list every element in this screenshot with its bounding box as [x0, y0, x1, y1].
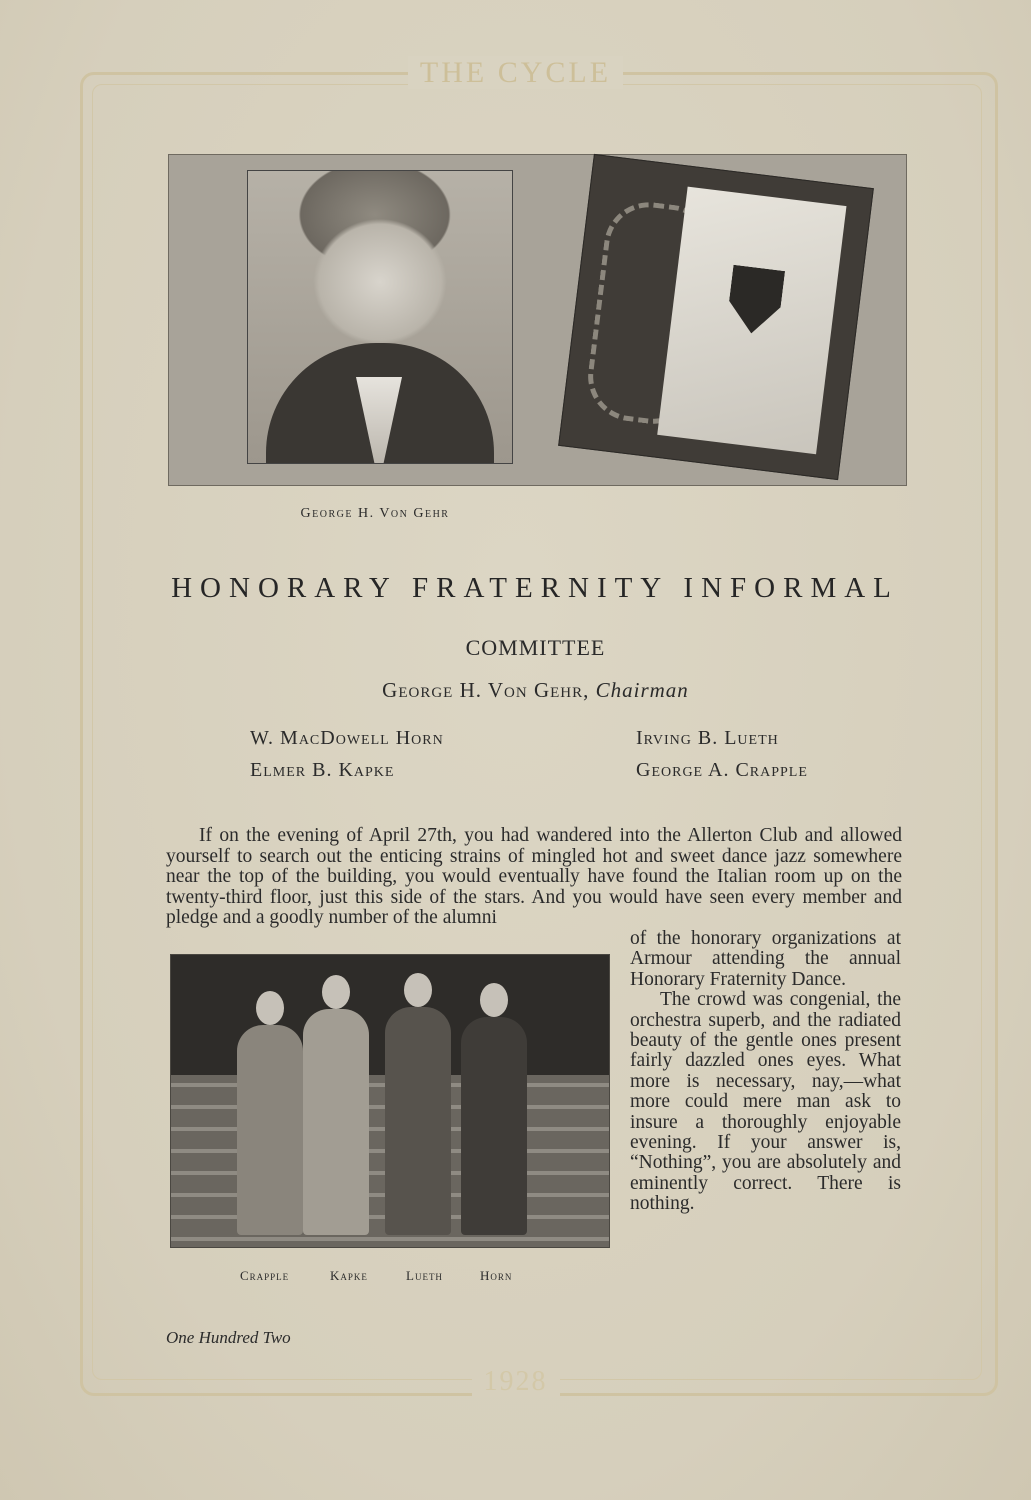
caption-name: Horn	[480, 1268, 513, 1283]
person-figure	[385, 1007, 451, 1235]
page-number: One Hundred Two	[166, 1328, 291, 1347]
program-card	[657, 187, 846, 455]
body-column	[630, 929, 901, 1215]
chairman-role: Chairman	[595, 678, 689, 702]
committee-heading: COMMITTEE	[465, 635, 606, 660]
page-title: HONORARY FRATERNITY INFORMAL	[171, 572, 899, 604]
running-head: THE CYCLE	[0, 56, 1031, 90]
caption-name: Lueth	[406, 1268, 443, 1283]
person-figure	[237, 1025, 303, 1235]
portrait-caption: George H. Von Gehr	[300, 506, 450, 521]
committee-member: Irving B. Lueth	[636, 727, 779, 749]
caption-name: Crapple	[240, 1268, 290, 1283]
caption-name: Kapke	[330, 1268, 368, 1283]
body-paragraph-continued: of the honorary organizations at Armour attending the annual Honorary Fraternity Dance.	[630, 928, 901, 990]
chairman-line	[0, 678, 1031, 703]
committee-member: Elmer B. Kapke	[250, 759, 395, 781]
committee-member: W. MacDowell Horn	[250, 727, 444, 749]
person-figure	[461, 1017, 527, 1235]
running-foot: 1928	[0, 1366, 1031, 1398]
body-paragraph: If on the evening of April 27th, you had wandered into the Allerton Club and allowed yourself to search out the enticing strains of mingled hot and sweet dance jazz somewhere near the top of the building, you would eventually have found the Italian room up on the twenty-third floor, just this side of the stars. And you would have seen every member and pledge and a goodly number of the alumni	[166, 825, 902, 929]
body-paragraph: The crowd was congenial, the orchestra superb, and the radiated beauty of the gentle ones present fairly dazzled ones eyes. What more is necessary, nay,—what more could mere man ask to insure a thoroughly enjoyable evening. If your answer is, “Nothing”, you are absolutely and eminently correct. There is nothing.	[630, 989, 901, 1215]
person-figure	[303, 1009, 369, 1235]
portrait-photo	[247, 170, 513, 464]
dance-program-photo	[558, 154, 874, 480]
chairman-name: George H. Von Gehr,	[382, 678, 590, 702]
committee-member: George A. Crapple	[636, 759, 808, 781]
committee-group-photo	[170, 954, 610, 1248]
shield-emblem-icon	[725, 265, 785, 337]
